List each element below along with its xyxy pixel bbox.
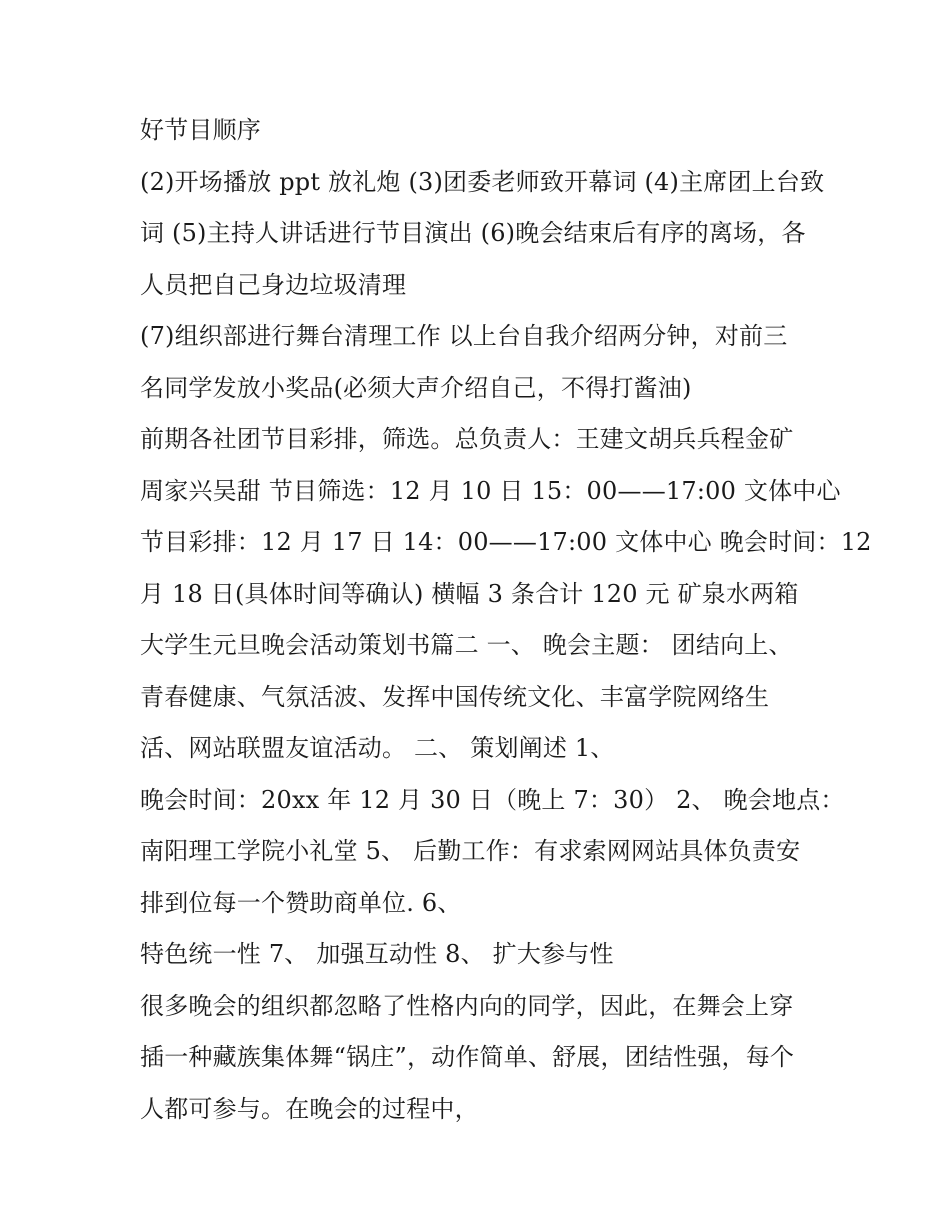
text-line: 月 18 日(具体时间等确认) 横幅 3 条合计 120 元 矿泉水两箱 [140,579,799,608]
text-line: 人员把自己身边垃圾清理 [140,270,407,299]
text-line: 插一种藏族集体舞“锅庄”，动作简单、舒展，团结性强，每个 [140,1043,795,1071]
text-line: 大学生元旦晚会活动策划书篇二 一、 晚会主题： 团结向上、 [140,631,793,659]
text-line: 活、网站联盟友谊活动。 二、 策划阐述 1、 [140,734,615,762]
text-line: (2)开场播放 ppt 放礼炮 (3)团委老师致开幕词 (4)主席团上台致 [140,167,825,196]
text-line: 人都可参与。在晚会的过程中， [140,1094,479,1123]
text-line: 名同学发放小奖品(必须大声介绍自己，不得打酱油) [140,373,692,402]
text-line: 周家兴吴甜 节目筛选：12 月 10 日 15：00——17:00 文体中心 [140,476,841,505]
text-line: 青春健康、气氛活波、发挥中国传统文化、丰富学院网络生 [140,682,770,711]
text-line: 前期各社团节目彩排，筛选。总负责人：王建文胡兵兵程金矿 [140,425,794,453]
text-line: 南阳理工学院小礼堂 5、 后勤工作：有求索网网站具体负责安 [140,837,801,865]
text-line: 好节目顺序 [140,116,261,144]
text-line: 节目彩排：12 月 17 日 14：00——17:00 文体中心 晚会时间：12 [140,528,872,556]
text-line: 排到位每一个赞助商单位. 6、 [140,888,462,917]
text-line: (7)组织部进行舞台清理工作 以上台自我介绍两分钟，对前三 [140,322,788,350]
body-text [140,110,872,1140]
text-line: 特色统一性 7、 加强互动性 8、 扩大参与性 [140,940,614,968]
text-line: 很多晚会的组织都忽略了性格内向的同学，因此，在舞会上穿 [140,991,794,1020]
text-line: 词 (5)主持人讲话进行节目演出 (6)晚会结束后有序的离场，各 [140,219,806,247]
text-line: 晚会时间：20xx 年 12 月 30 日（晚上 7：30） 2、 晚会地点： [140,785,845,814]
